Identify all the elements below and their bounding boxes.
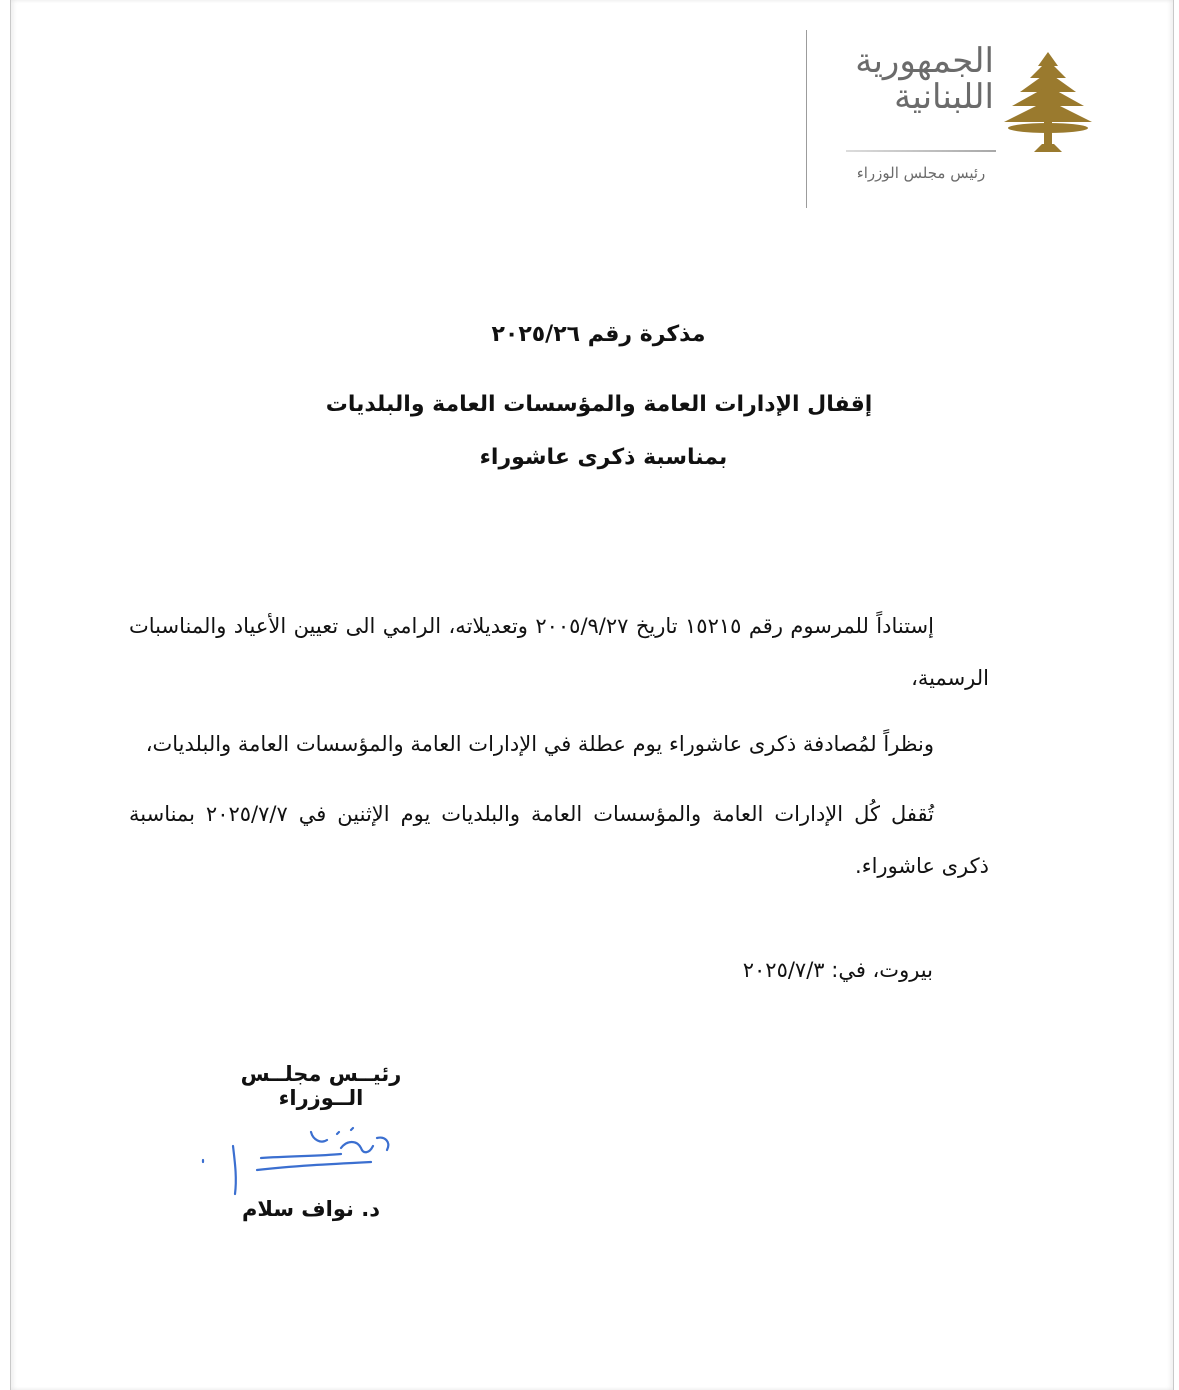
letterhead-office: رئيس مجلس الوزراء xyxy=(856,164,986,182)
body-paragraph-2: ونظراً لمُصادفة ذكرى عاشوراء يوم عطلة في الإدارات العامة والمؤسسات العامة والبلديات، xyxy=(145,732,934,756)
body-paragraph-3: تُقفل كُل الإدارات العامة والمؤسسات العامة والبلديات يوم الإثنين في ٢٠٢٥/٧/٧ بمناسبة ذكرى عاشوراء. xyxy=(129,802,989,878)
republic-line-1: الجمهورية xyxy=(855,41,994,81)
memo-subject-line-1: إقفال الإدارات العامة والمؤسسات العامة والبلديات xyxy=(325,392,873,417)
body-paragraph-1: إستناداً للمرسوم رقم ١٥٢١٥ تاريخ ٢٠٠٥/٩/٢٧ وتعديلاته، الرامي الى تعيين الأعياد والمناسبات الرسمية، xyxy=(129,614,989,690)
republic-line-2: اللبنانية xyxy=(894,76,994,117)
memo-number: مذكرة رقم ٢٠٢٥/٢٦ xyxy=(491,322,706,347)
signatory-title: رئيــس مجلــس الــوزراء xyxy=(240,1062,402,1110)
signatory-name: د. نواف سلام xyxy=(241,1197,380,1221)
cedar-tree-icon xyxy=(998,48,1098,158)
place-and-date: بيروت، في: ٢٠٢٥/٧/٣ xyxy=(742,958,933,982)
letterhead-divider xyxy=(806,30,807,208)
republic-name xyxy=(834,41,994,117)
letterhead xyxy=(806,30,1116,210)
document-page xyxy=(10,0,1174,1390)
letterhead-underline xyxy=(846,150,996,152)
memo-subject-line-2: بمناسبة ذكرى عاشوراء xyxy=(479,445,728,470)
